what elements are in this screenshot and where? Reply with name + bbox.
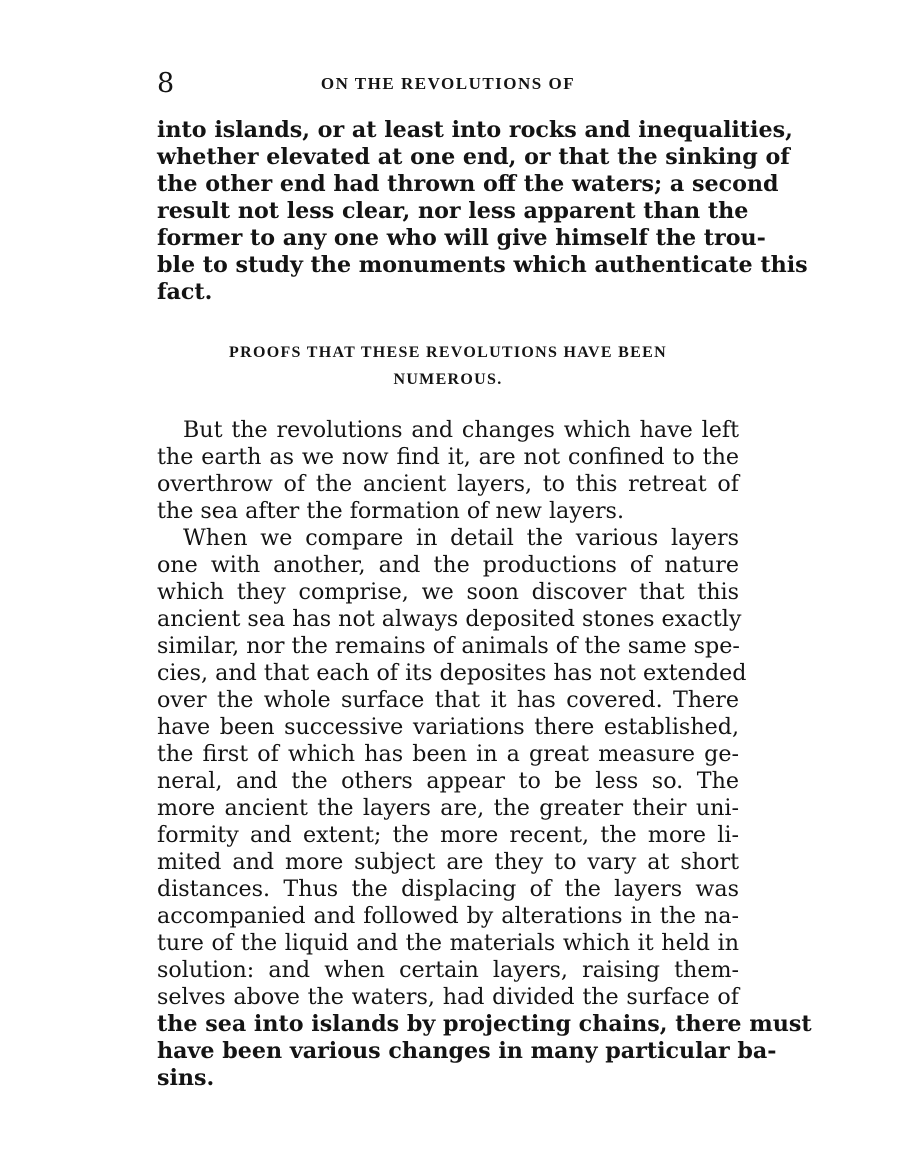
text-line: ancient sea has not always deposited stones exactly xyxy=(157,606,742,632)
text-line: the earth as we now find it, are not confined to the xyxy=(157,444,739,470)
text-line: When we compare in detail the various layers xyxy=(183,525,739,551)
page-number: 8 xyxy=(157,68,175,99)
text-line: fact. xyxy=(157,279,213,305)
text-line: one with another, and the productions of nature xyxy=(157,552,739,578)
running-head xyxy=(157,66,739,102)
text-line: sins. xyxy=(157,1065,215,1091)
text-line: the sea into islands by projecting chains, there must xyxy=(157,1011,812,1037)
text-line: ture of the liquid and the materials which it held in xyxy=(157,930,739,956)
text-line: which they comprise, we soon discover that this xyxy=(157,579,739,605)
text-line: more ancient the layers are, the greater their uni- xyxy=(157,795,739,821)
section-heading-line: PROOFS THAT THESE REVOLUTIONS HAVE BEEN xyxy=(229,344,667,361)
text-line: ble to study the monuments which authenticate this xyxy=(157,252,808,278)
text-line: distances. Thus the displacing of the layers was xyxy=(157,876,739,902)
paragraph-2 xyxy=(157,417,739,525)
section-heading xyxy=(157,339,739,393)
text-line: formity and extent; the more recent, the more li- xyxy=(157,822,739,848)
text-line: the first of which has been in a great measure ge- xyxy=(157,741,739,767)
text-line: have been various changes in many particular ba- xyxy=(157,1038,777,1064)
section-heading-line: NUMEROUS. xyxy=(393,371,503,388)
paragraph-3 xyxy=(157,525,812,1092)
text-line: mited and more subject are they to vary at short xyxy=(157,849,739,875)
text-line: overthrow of the ancient layers, to this retreat of xyxy=(157,471,739,497)
text-line: neral, and the others appear to be less so. The xyxy=(157,768,739,794)
text-line: accompanied and followed by alterations in the na- xyxy=(157,903,739,929)
text-line: former to any one who will give himself the trou- xyxy=(157,225,766,251)
text-line: the sea after the formation of new layers. xyxy=(157,498,624,524)
text-line: selves above the waters, had divided the surface of xyxy=(157,984,739,1010)
text-line: the other end had thrown off the waters; a second xyxy=(157,171,779,197)
text-line: whether elevated at one end, or that the sinking of xyxy=(157,144,790,170)
text-line: into islands, or at least into rocks and inequalities, xyxy=(157,117,793,143)
text-line: result not less clear, nor less apparent than the xyxy=(157,198,749,224)
text-line: But the revolutions and changes which have left xyxy=(183,417,739,443)
text-line: solution: and when certain layers, raising them- xyxy=(157,957,739,983)
paragraph-1 xyxy=(157,117,808,306)
running-title: ON THE REVOLUTIONS OF xyxy=(320,74,576,93)
text-line: cies, and that each of its deposites has not extended xyxy=(157,660,747,686)
text-line: over the whole surface that it has covered. There xyxy=(157,687,739,713)
text-line: similar, nor the remains of animals of the same spe- xyxy=(157,633,740,659)
text-line: have been successive variations there established, xyxy=(157,714,739,740)
